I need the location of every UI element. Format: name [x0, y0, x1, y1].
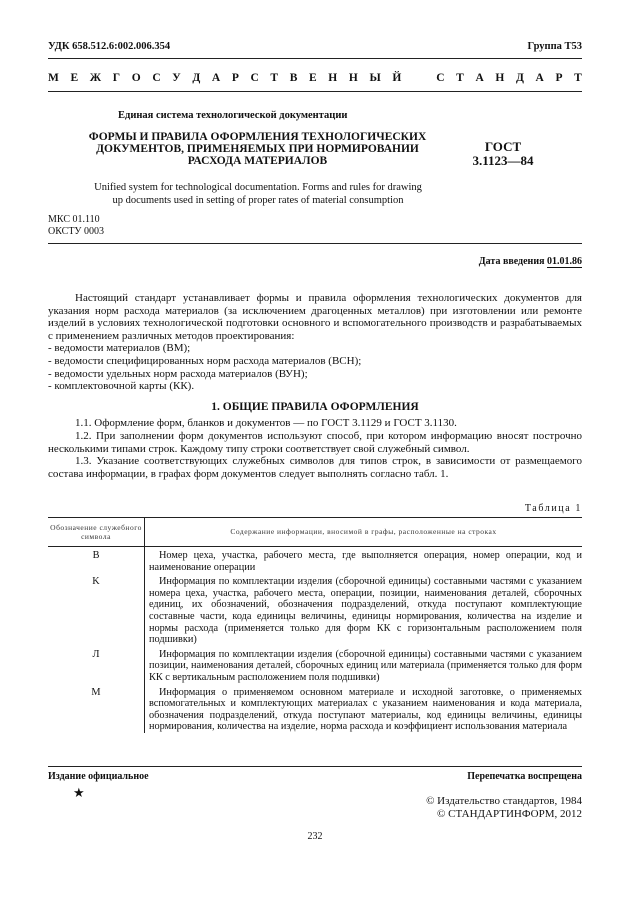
- udk-code: УДК 658.512.6:002.006.354: [48, 41, 171, 52]
- intro-rule: [48, 243, 582, 244]
- star-icon: ★: [73, 785, 85, 800]
- group-code: Группа Т53: [527, 41, 582, 52]
- list-item: - ведомости удельных норм расхода материалов (ВУН);: [48, 367, 308, 380]
- row-symbol: Л: [48, 646, 145, 684]
- row-text: Номер цеха, участка, рабочего места, где выполняется операция, номер операции, код и наименование операции: [149, 550, 582, 573]
- page-number: 232: [307, 831, 323, 842]
- clause: 1.1. Оформление форм, бланков и документов — по ГОСТ 3.1129 и ГОСТ 3.1130.: [75, 417, 457, 430]
- table-header-content: Содержание информации, вносимой в графы, расположенные на строках: [145, 518, 583, 547]
- gost-number: ГОСТ 3.1123—84: [472, 139, 534, 168]
- table-row: [48, 646, 582, 684]
- section-title: 1. ОБЩИЕ ПРАВИЛА ОФОРМЛЕНИЯ: [211, 400, 419, 413]
- row-text: Информация о применяемом основном материале и исходной заготовке, о применяемых вспомогательных и комплектующих материалах с указанием наименования и кода материала, обозначения подразделений, откуда поступают материалы, код единицы величины, единицы нормирования, количества на изделие, норма расхода и коэффициент использования материала: [149, 686, 582, 733]
- top-rule: [48, 58, 582, 59]
- list-item: - ведомости специфицированных норм расхода материалов (ВСН);: [48, 354, 362, 367]
- row-text: Информация по комплектации изделия (сборочной единицы) составными частями с указанием позиции, наименования деталей, сборочных единиц или материала (применяется только для форм КК с вертикальным расположением поля подшивки): [149, 648, 582, 683]
- row-text: Информация по комплектации изделия (сборочной единицы) составными частями с указанием номера цеха, участка, рабочего места, операции, позиции, наименования деталей, сборочных единиц, их обозначений, обозначения подразделений, откуда поступают комплектующие составные части, кода единицы величины, единицы нормирования, количества на изделие и нормы расхода (применяется только для форм КК с горизонтальным расположением поля подшивки): [149, 576, 582, 646]
- table-row: [48, 547, 582, 574]
- table-row: [48, 684, 582, 733]
- row-symbol: K: [48, 573, 145, 646]
- row-symbol: М: [48, 684, 145, 733]
- system-title: Единая система технологической документации: [118, 110, 348, 121]
- table-header-symbol: Обозначение служебного символа: [48, 518, 145, 547]
- official-edition: Издание официальное: [48, 771, 149, 782]
- introduction-date: Дата введения 01.01.86: [478, 256, 582, 267]
- footer-rule: [48, 766, 582, 767]
- heading-rule: [48, 91, 582, 92]
- copyright: © Издательство стандартов, 1984 © СТАНДАРТИНФОРМ, 2012: [426, 795, 582, 820]
- classifier-codes: МКС 01.110 ОКСТУ 0003: [48, 214, 105, 237]
- row-symbol: В: [48, 547, 145, 574]
- intro-paragraph: Настоящий стандарт устанавливает формы и правила оформления технологических документов для указания норм расхода материалов (за исключением драгоценных металлов) при изготовлении или ремонте изделий в условиях технологической подготовки основного и вспомогательного производств и разрабатываемых с применением различных методов проектирования:: [48, 292, 582, 342]
- standard-type-heading: М Е Ж Г О С У Д А Р С Т В Е Н Н Ы Й С Т А Н Д А Р Т: [48, 72, 582, 84]
- list-item: - ведомости материалов (ВМ);: [48, 342, 191, 355]
- document-title: ФОРМЫ И ПРАВИЛА ОФОРМЛЕНИЯ ТЕХНОЛОГИЧЕСКИХ ДОКУМЕНТОВ, ПРИМЕНЯЕМЫХ ПРИ НОРМИРОВАНИИ РАСХОДА МАТЕРИАЛОВ: [88, 131, 427, 167]
- english-title: Unified system for technological documentation. Forms and rules for drawing up documents used in setting of proper rates of material consumption: [94, 182, 422, 206]
- symbols-table: [48, 517, 582, 733]
- list-item: - комплектовочной карты (КК).: [48, 380, 195, 393]
- clause: 1.3. Указание соответствующих служебных символов для типов строк, в зависимости от размещаемого состава информации, в графах форм документов следует выполнять согласно табл. 1.: [48, 455, 582, 480]
- table-caption: Таблица 1: [524, 503, 582, 514]
- reprint-notice: Перепечатка воспрещена: [467, 771, 582, 782]
- clause: 1.2. При заполнении форм документов используют способ, при котором информацию вносят построчно несколькими типами строк. Каждому типу строки соответствует свой служебный символ.: [48, 429, 582, 455]
- table-row: [48, 573, 582, 646]
- document-body: [48, 292, 582, 480]
